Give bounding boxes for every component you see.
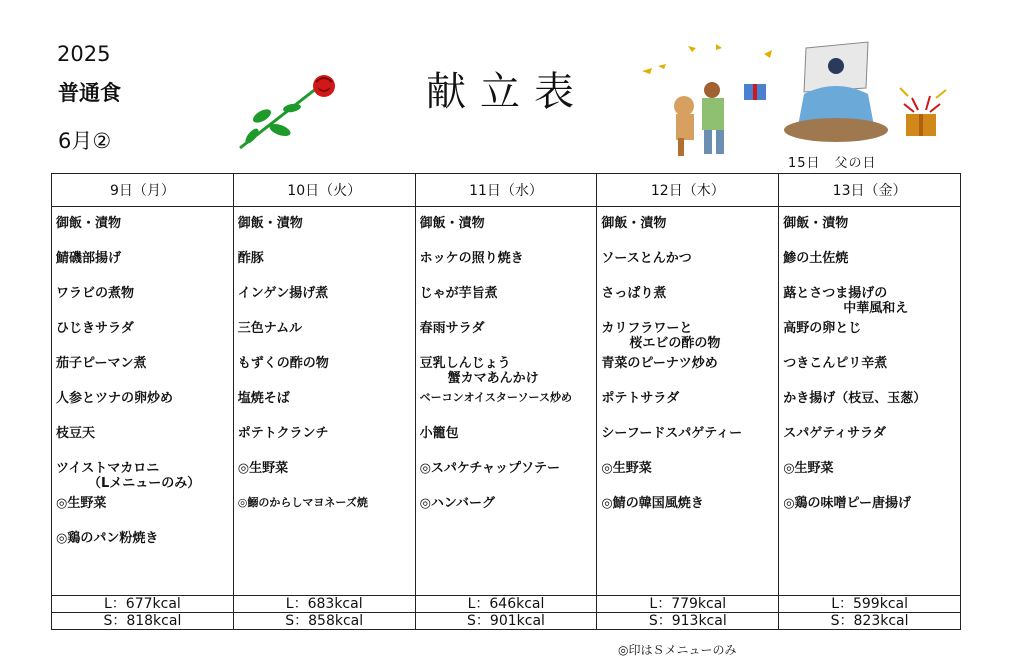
day-menu-fri <box>779 207 961 596</box>
date-header: 13日（金） <box>779 174 961 207</box>
dish-item: 人参とツナの卵炒め <box>56 391 174 406</box>
dish-item: カリフラワーと 桜エビの酢の物 <box>601 321 721 351</box>
page-title: 献立表 <box>426 69 588 115</box>
date-header: 11日（水） <box>415 174 597 207</box>
dish-item: ひじきサラダ <box>56 321 134 336</box>
dish-item: ◎スパケチャップソテー <box>419 461 561 476</box>
dish-item: ◎ハンバーグ <box>419 496 496 511</box>
dish-item: 豆乳しんじょう 蟹カマあんかけ <box>419 356 539 386</box>
dish-item: 小籠包 <box>419 426 459 441</box>
fathers-day-illustration <box>636 38 966 158</box>
year-label: 2025 <box>57 42 111 66</box>
kcal-l: L：779kcal <box>597 596 779 613</box>
date-header: 12日（木） <box>597 174 779 207</box>
dish-item: ポテトサラダ <box>601 391 680 406</box>
dish-item: スパゲティサラダ <box>783 426 887 441</box>
rose-illustration <box>232 68 352 158</box>
dish-item: ◎鶏の味噌ピー唐揚げ <box>783 496 912 511</box>
dish-item: ◎鯖の韓国風焼き <box>601 496 704 511</box>
dish-item: ソースとんかつ <box>601 251 692 266</box>
dish-item: 高野の卵とじ <box>783 321 862 336</box>
dish-item: ワラビの煮物 <box>56 286 135 301</box>
date-header: 10日（火） <box>233 174 415 207</box>
kcal-l: L：646kcal <box>415 596 597 613</box>
dish-item: ◎鶏のパン粉焼き <box>56 531 159 546</box>
dish-item: ◎生野菜 <box>601 461 652 476</box>
menu-table <box>51 173 961 630</box>
diet-type-label: 普通食 <box>58 81 121 105</box>
dish-item: 塩焼そば <box>237 391 290 406</box>
kcal-s: S：913kcal <box>597 613 779 630</box>
dish-item: ◎鰯のからしマヨネーズ焼 <box>237 496 368 509</box>
dish-item: もずくの酢の物 <box>237 356 329 371</box>
kcal-l: L：677kcal <box>52 596 234 613</box>
dish-item: 茄子ピーマン煮 <box>56 356 147 371</box>
kcal-l: L：599kcal <box>779 596 961 613</box>
dish-item: インゲン揚げ煮 <box>237 286 329 301</box>
day-menu-thu <box>597 207 779 596</box>
dish-item: じゃが芋旨煮 <box>419 286 498 301</box>
kcal-s: S：858kcal <box>233 613 415 630</box>
dish-item: ツイストマカロニ （Lメニューのみ） <box>56 461 201 491</box>
kcal-s: S：823kcal <box>779 613 961 630</box>
day-menu-wed <box>415 207 597 596</box>
dish-item: さっぱり煮 <box>601 286 667 301</box>
dish-item: 蕗とさつま揚げの 中華風和え <box>783 286 909 316</box>
date-header: 9日（月） <box>52 174 234 207</box>
dish-item: 御飯・漬物 <box>601 216 667 231</box>
fathers-day-note: 15日 父の日 <box>788 156 877 171</box>
dish-item: ポテトクランチ <box>237 426 329 441</box>
dish-item: 御飯・漬物 <box>419 216 485 231</box>
dish-item: つきこんピリ辛煮 <box>783 356 888 371</box>
kcal-s: S：818kcal <box>52 613 234 630</box>
dishes-row <box>52 207 961 596</box>
day-menu-tue <box>233 207 415 596</box>
footer-note: ◎印はＳメニューのみ <box>618 643 737 657</box>
dish-item: 御飯・漬物 <box>783 216 849 231</box>
dish-item: 鯵の土佐焼 <box>783 251 849 266</box>
dish-item: ◎生野菜 <box>56 496 107 511</box>
dish-item: 三色ナムル <box>237 321 303 336</box>
kcal-l-row <box>52 596 961 613</box>
dish-item: かき揚げ（枝豆、玉葱） <box>783 391 927 406</box>
dish-item: ベーコンオイスターソース炒め <box>419 391 572 404</box>
dish-item: 鯖磯部揚げ <box>56 251 122 266</box>
dish-item: 酢豚 <box>237 251 264 266</box>
dish-item: ホッケの照り焼き <box>419 251 524 266</box>
kcal-s-row <box>52 613 961 630</box>
kcal-s: S：901kcal <box>415 613 597 630</box>
dish-item: シーフードスパゲティー <box>601 426 743 441</box>
month-label: 6月② <box>58 129 112 153</box>
kcal-l: L：683kcal <box>233 596 415 613</box>
dish-item: 御飯・漬物 <box>237 216 303 231</box>
dish-item: ◎生野菜 <box>237 461 289 476</box>
dish-item: ◎生野菜 <box>783 461 834 476</box>
dish-item: 枝豆天 <box>56 426 96 441</box>
date-header-row <box>52 174 961 207</box>
day-menu-mon <box>52 207 234 596</box>
dish-item: 御飯・漬物 <box>56 216 122 231</box>
dish-item: 青菜のピーナツ炒め <box>601 356 718 371</box>
dish-item: 春雨サラダ <box>419 321 485 336</box>
